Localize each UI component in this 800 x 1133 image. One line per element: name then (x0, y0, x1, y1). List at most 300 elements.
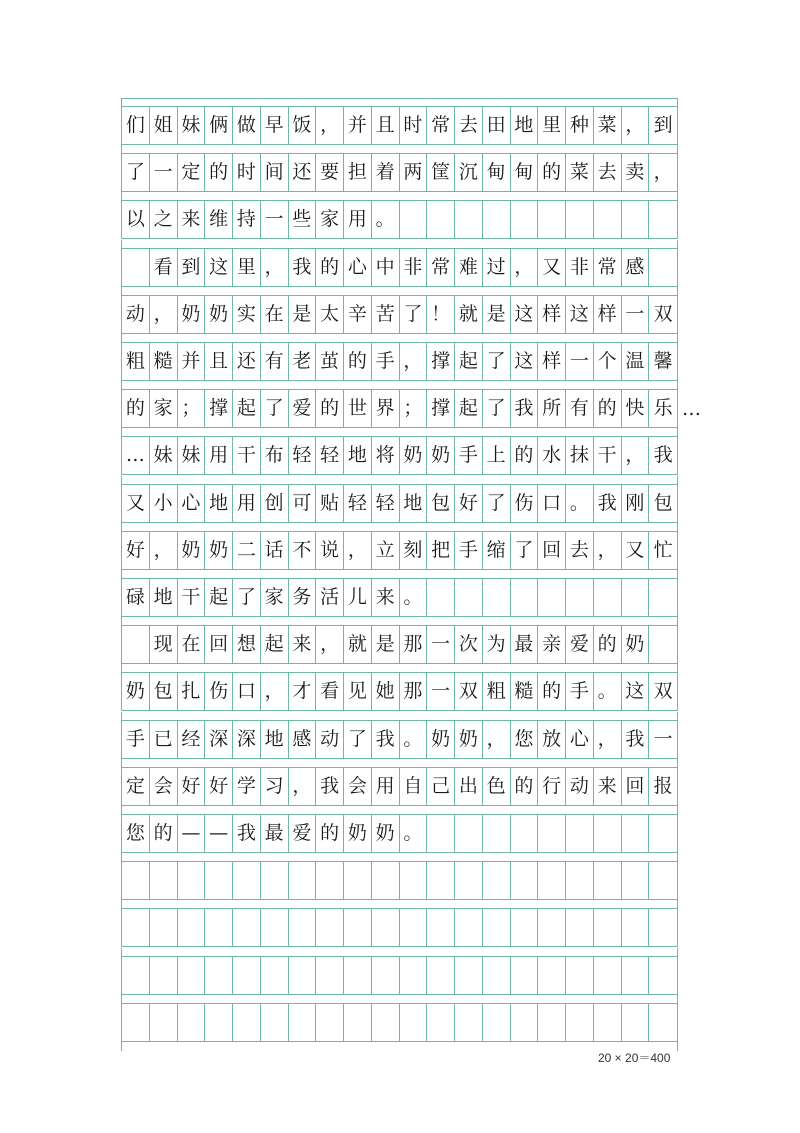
grid-cell (289, 957, 317, 994)
grid-cell (511, 957, 539, 994)
grid-cell: 世 (344, 390, 372, 427)
grid-cell: 立 (372, 532, 400, 569)
grid-cell: 抹 (566, 437, 594, 474)
grid-cell: 忙 (653, 539, 673, 561)
grid-cell (594, 1004, 622, 1041)
grid-cell: 要 (316, 154, 344, 191)
grid-cell (622, 957, 650, 994)
grid-cell: 一 (261, 201, 289, 238)
grid-cell: 放 (538, 721, 566, 758)
grid-cell: 奶 (455, 721, 483, 758)
grid-cell (455, 862, 483, 899)
grid-cell (511, 1004, 539, 1041)
grid-cell: 到 (653, 114, 673, 136)
grid-cell: 干 (178, 579, 206, 616)
grid-row (121, 578, 678, 617)
grid-cell (122, 957, 150, 994)
grid-cell: 的 (344, 343, 372, 380)
grid-cell: 有 (261, 343, 289, 380)
grid-cell: 经 (178, 721, 206, 758)
grid-cell: 您 (122, 815, 150, 852)
grid-row (121, 908, 678, 947)
grid-cell: 看 (150, 249, 178, 286)
grid-row (121, 248, 678, 287)
grid-cell: 动 (316, 721, 344, 758)
grid-cell: 可 (289, 485, 317, 522)
grid-cell: 创 (261, 485, 289, 522)
grid-cell: 非 (566, 249, 594, 286)
grid-cell (511, 909, 539, 946)
grid-cell: 包 (150, 673, 178, 710)
grid-cell (205, 1004, 233, 1041)
grid-cell: 。 (566, 485, 594, 522)
grid-cell (649, 957, 677, 994)
grid-cell (372, 1004, 400, 1041)
grid-row (121, 625, 678, 664)
grid-cell: 的 (150, 815, 178, 852)
grid-cell: 所 (538, 390, 566, 427)
grid-cell (455, 957, 483, 994)
grid-cell: 饭 (289, 107, 317, 144)
grid-cell: 见 (344, 673, 372, 710)
grid-cell: 沉 (455, 154, 483, 191)
grid-row (121, 767, 678, 806)
grid-cell (538, 1004, 566, 1041)
grid-cell: 家 (316, 201, 344, 238)
grid-cell: 不 (289, 532, 317, 569)
grid-cell: 是 (289, 296, 317, 333)
grid-cell: 我 (594, 485, 622, 522)
grid-cell: 最 (511, 626, 539, 663)
grid-cell: 这 (622, 673, 650, 710)
grid-cell (594, 815, 622, 852)
grid-cell (316, 909, 344, 946)
grid-cell: 亲 (538, 626, 566, 663)
grid-cell: 里 (538, 107, 566, 144)
grid-cell: ， (483, 721, 511, 758)
grid-cell: 非 (400, 249, 428, 286)
grid-cell: 这 (511, 343, 539, 380)
grid-cell (455, 1004, 483, 1041)
grid-cell (649, 909, 677, 946)
grid-cell: 她 (372, 673, 400, 710)
grid-cell: 奶 (344, 815, 372, 852)
grid-cell: 是 (483, 296, 511, 333)
grid-cell: 回 (538, 532, 566, 569)
grid-cell (649, 862, 677, 899)
grid-cell: 双 (455, 673, 483, 710)
grid-cell: 去 (566, 532, 594, 569)
grid-cell: 过 (483, 249, 511, 286)
grid-cell: 卖 (622, 154, 650, 191)
grid-cell: 甸 (483, 154, 511, 191)
grid-cell (649, 249, 677, 286)
grid-cell: 的 (511, 437, 539, 474)
grid-cell (205, 862, 233, 899)
grid-cell: 把 (427, 532, 455, 569)
grid-cell: 已 (150, 721, 178, 758)
grid-cell: 轻 (316, 437, 344, 474)
grid-cell: 我 (372, 721, 400, 758)
grid-cell: ， (344, 532, 372, 569)
grid-cell: 上 (483, 437, 511, 474)
grid-cell: 说 (316, 532, 344, 569)
grid-cell: 心 (566, 721, 594, 758)
grid-cell: 二 (233, 532, 261, 569)
grid-cell: 起 (233, 390, 261, 427)
grid-cell: 糙 (150, 343, 178, 380)
grid-cell: 动 (566, 768, 594, 805)
grid-cell: 碌 (122, 579, 150, 616)
grid-cell: 好 (455, 485, 483, 522)
grid-cell: 我 (233, 815, 261, 852)
grid-cell (455, 201, 483, 238)
grid-cell: 了 (483, 390, 511, 427)
grid-cell (622, 579, 650, 616)
grid-cell: 了 (344, 721, 372, 758)
grid-cell (566, 1004, 594, 1041)
grid-cell: 的 (122, 390, 150, 427)
grid-cell: 手 (372, 343, 400, 380)
grid-cell: 来 (178, 201, 206, 238)
grid-cell: 老 (289, 343, 317, 380)
grid-cell (538, 579, 566, 616)
grid-cell: 想 (233, 626, 261, 663)
grid-cell: 妹 (178, 107, 206, 144)
grid-cell: 样 (538, 343, 566, 380)
grid-cell: 常 (427, 107, 455, 144)
grid-cell: 爱 (289, 815, 317, 852)
grid-cell: ， (289, 768, 317, 805)
grid-cell: 。 (594, 673, 622, 710)
grid-cell: 心 (344, 249, 372, 286)
grid-cell: 奶 (205, 532, 233, 569)
grid-row (121, 436, 678, 475)
grid-cell: 回 (205, 626, 233, 663)
grid-cell: 口 (538, 485, 566, 522)
grid-cell (289, 862, 317, 899)
grid-cell: 一 (427, 673, 455, 710)
grid-cell: 时 (400, 107, 428, 144)
grid-cell: 撑 (427, 390, 455, 427)
grid-cell: 双 (653, 303, 673, 325)
grid-cell: 的 (538, 673, 566, 710)
grid-cell: 中 (372, 249, 400, 286)
grid-cell (344, 957, 372, 994)
grid-cell: 就 (344, 626, 372, 663)
grid-cell (566, 579, 594, 616)
grid-cell (622, 862, 650, 899)
grid-cell: 。 (400, 815, 428, 852)
grid-cell: 家 (150, 390, 178, 427)
grid-cell: 会 (344, 768, 372, 805)
overflow-ellipsis: … (682, 397, 701, 420)
grid-cell: 界 (372, 390, 400, 427)
grid-cell (150, 957, 178, 994)
grid-cell (649, 815, 677, 852)
grid-cell: ； (400, 390, 428, 427)
grid-cell: 了 (483, 343, 511, 380)
grid-cell: 刚 (622, 485, 650, 522)
grid-cell (261, 957, 289, 994)
grid-cell (150, 862, 178, 899)
grid-cell: 们 (122, 107, 150, 144)
grid-cell: 了 (400, 296, 428, 333)
grid-cell (455, 815, 483, 852)
grid-cell: 撑 (427, 343, 455, 380)
grid-cell: 还 (289, 154, 317, 191)
grid-cell: 手 (455, 532, 483, 569)
grid-cell: 的 (316, 815, 344, 852)
grid-cell: 感 (289, 721, 317, 758)
grid-cell: 自 (400, 768, 428, 805)
grid-cell: 着 (372, 154, 400, 191)
grid-cell: 馨 (653, 350, 673, 372)
grid-cell: 我 (511, 390, 539, 427)
grid-cell: 水 (538, 437, 566, 474)
grid-cell (538, 862, 566, 899)
grid-cell: 轻 (372, 485, 400, 522)
grid-cell (178, 957, 206, 994)
grid-cell: 的 (316, 390, 344, 427)
grid-cell: 那 (400, 673, 428, 710)
grid-cell: 维 (205, 201, 233, 238)
grid-cell: 布 (261, 437, 289, 474)
grid-cell: 定 (122, 768, 150, 805)
grid-cell: 并 (344, 107, 372, 144)
grid-cell (150, 909, 178, 946)
grid-cell: 一 (150, 154, 178, 191)
grid-cell: ， (594, 532, 622, 569)
grid-cell: 了 (233, 579, 261, 616)
grid-cell: 姐 (150, 107, 178, 144)
grid-cell: 里 (233, 249, 261, 286)
grid-cell (344, 862, 372, 899)
grid-cell: 地 (400, 485, 428, 522)
grid-cell: 的 (594, 626, 622, 663)
grid-cell: 粗 (122, 343, 150, 380)
grid-cell: 包 (653, 492, 673, 514)
grid-row (121, 484, 678, 523)
grid-cell: ， (653, 161, 673, 183)
grid-cell (372, 957, 400, 994)
grid-cell (289, 909, 317, 946)
grid-cell: 来 (372, 579, 400, 616)
grid-cell: 的 (594, 390, 622, 427)
grid-cell (427, 909, 455, 946)
grid-cell (566, 201, 594, 238)
grid-cell: 一 (622, 296, 650, 333)
grid-cell: 手 (455, 437, 483, 474)
grid-cell: 妹 (150, 437, 178, 474)
grid-cell: 包 (427, 485, 455, 522)
grid-cell: 奶 (427, 437, 455, 474)
grid-cell: 那 (400, 626, 428, 663)
grid-cell: 次 (455, 626, 483, 663)
grid-cell (261, 1004, 289, 1041)
grid-cell: 伤 (205, 673, 233, 710)
grid-cell (649, 201, 677, 238)
grid-cell (594, 201, 622, 238)
grid-cell (594, 579, 622, 616)
grid-cell: 的 (316, 249, 344, 286)
grid-cell (122, 1004, 150, 1041)
grid-cell: 糙 (511, 673, 539, 710)
grid-cell: 儿 (344, 579, 372, 616)
grid-cell: 习 (261, 768, 289, 805)
grid-cell: 菜 (594, 107, 622, 144)
grid-cell (594, 957, 622, 994)
grid-row (121, 342, 678, 381)
grid-cell: — (178, 815, 206, 852)
grid-cell: 您 (511, 721, 539, 758)
grid-cell: 奶 (427, 721, 455, 758)
grid-cell: 己 (427, 768, 455, 805)
grid-cell: ， (150, 296, 178, 333)
grid-cell: 用 (344, 201, 372, 238)
grid-cell (400, 957, 428, 994)
grid-cell (233, 909, 261, 946)
grid-row (121, 956, 678, 995)
grid-cell (205, 957, 233, 994)
grid-cell: 太 (316, 296, 344, 333)
grid-cell: 小 (150, 485, 178, 522)
grid-cell: 持 (233, 201, 261, 238)
grid-cell: 的 (511, 768, 539, 805)
grid-cell: 快 (622, 390, 650, 427)
grid-cell (344, 909, 372, 946)
grid-cell (400, 1004, 428, 1041)
grid-cell: 些 (289, 201, 317, 238)
grid-cell (372, 909, 400, 946)
grid-cell: 又 (122, 485, 150, 522)
grid-cell (400, 909, 428, 946)
grid-cell: 地 (205, 485, 233, 522)
grid-cell: 一 (653, 728, 673, 750)
grid-cell (400, 862, 428, 899)
grid-cell (178, 1004, 206, 1041)
grid-cell (566, 862, 594, 899)
grid-cell: 常 (427, 249, 455, 286)
grid-cell: 奶 (178, 532, 206, 569)
grid-cell: 才 (289, 673, 317, 710)
grid-row (121, 153, 678, 192)
grid-cell: ， (150, 532, 178, 569)
grid-cell (122, 249, 150, 286)
grid-cell: 看 (316, 673, 344, 710)
grid-cell: 我 (653, 444, 673, 466)
grid-cell (122, 862, 150, 899)
grid-cell: 地 (344, 437, 372, 474)
grid-cell (178, 909, 206, 946)
grid-cell: 菜 (566, 154, 594, 191)
grid-cell: 奶 (400, 437, 428, 474)
grid-cell: 在 (178, 626, 206, 663)
grid-cell: 干 (594, 437, 622, 474)
grid-cell: 间 (261, 154, 289, 191)
grid-cell: 两 (400, 154, 428, 191)
grid-cell: 将 (372, 437, 400, 474)
grid-cell (316, 1004, 344, 1041)
grid-cell: 奶 (372, 815, 400, 852)
grid-cell (594, 909, 622, 946)
grid-cell (178, 862, 206, 899)
grid-cell (261, 862, 289, 899)
grid-cell (538, 815, 566, 852)
grid-cell: 会 (150, 768, 178, 805)
grid-cell: 为 (483, 626, 511, 663)
grid-cell: 的 (538, 154, 566, 191)
grid-cell: 话 (261, 532, 289, 569)
grid-cell (511, 579, 539, 616)
grid-cell: 扎 (178, 673, 206, 710)
grid-cell: 手 (122, 721, 150, 758)
grid-cell: 出 (455, 768, 483, 805)
grid-cell (483, 909, 511, 946)
grid-row (121, 389, 678, 428)
grid-cell (316, 957, 344, 994)
grid-cell: 筐 (427, 154, 455, 191)
grid-cell: 去 (594, 154, 622, 191)
grid-cell (427, 862, 455, 899)
grid-cell: 了 (261, 390, 289, 427)
grid-cell (566, 815, 594, 852)
grid-cell: 粗 (483, 673, 511, 710)
grid-cell: 去 (455, 107, 483, 144)
grid-cell (483, 579, 511, 616)
grid-cell: 奶 (122, 673, 150, 710)
grid-cell: 起 (455, 343, 483, 380)
row-gap (121, 1042, 678, 1051)
grid-cell: 早 (261, 107, 289, 144)
grid-cell (427, 957, 455, 994)
grid-cell: 务 (289, 579, 317, 616)
grid-cell: 难 (455, 249, 483, 286)
grid-cell: 深 (205, 721, 233, 758)
grid-cell: 好 (122, 532, 150, 569)
grid-cell: 样 (594, 296, 622, 333)
grid-cell: 干 (233, 437, 261, 474)
grid-cell (566, 957, 594, 994)
grid-cell (483, 201, 511, 238)
grid-cell: 妹 (178, 437, 206, 474)
grid-cell: 家 (261, 579, 289, 616)
grid-cell: 在 (261, 296, 289, 333)
grid-cell (483, 862, 511, 899)
grid-cell: 我 (622, 721, 650, 758)
grid-cell: ， (316, 107, 344, 144)
grid-cell (289, 1004, 317, 1041)
grid-cell: 了 (483, 485, 511, 522)
grid-cell (122, 626, 150, 663)
grid-cell (427, 579, 455, 616)
grid-cell: 缩 (483, 532, 511, 569)
grid-cell: … (122, 437, 150, 474)
grid-cell (649, 1004, 677, 1041)
grid-cell: 感 (622, 249, 650, 286)
grid-cell: 有 (566, 390, 594, 427)
grid-row (121, 200, 678, 239)
grid-cell: 动 (122, 296, 150, 333)
grid-cell (233, 1004, 261, 1041)
grid-cell: 田 (483, 107, 511, 144)
grid-cell: 一 (427, 626, 455, 663)
grid-row (121, 531, 678, 570)
grid-cell: 用 (233, 485, 261, 522)
grid-cell: 以 (122, 201, 150, 238)
grid-cell: 我 (316, 768, 344, 805)
grid-row (121, 814, 678, 853)
